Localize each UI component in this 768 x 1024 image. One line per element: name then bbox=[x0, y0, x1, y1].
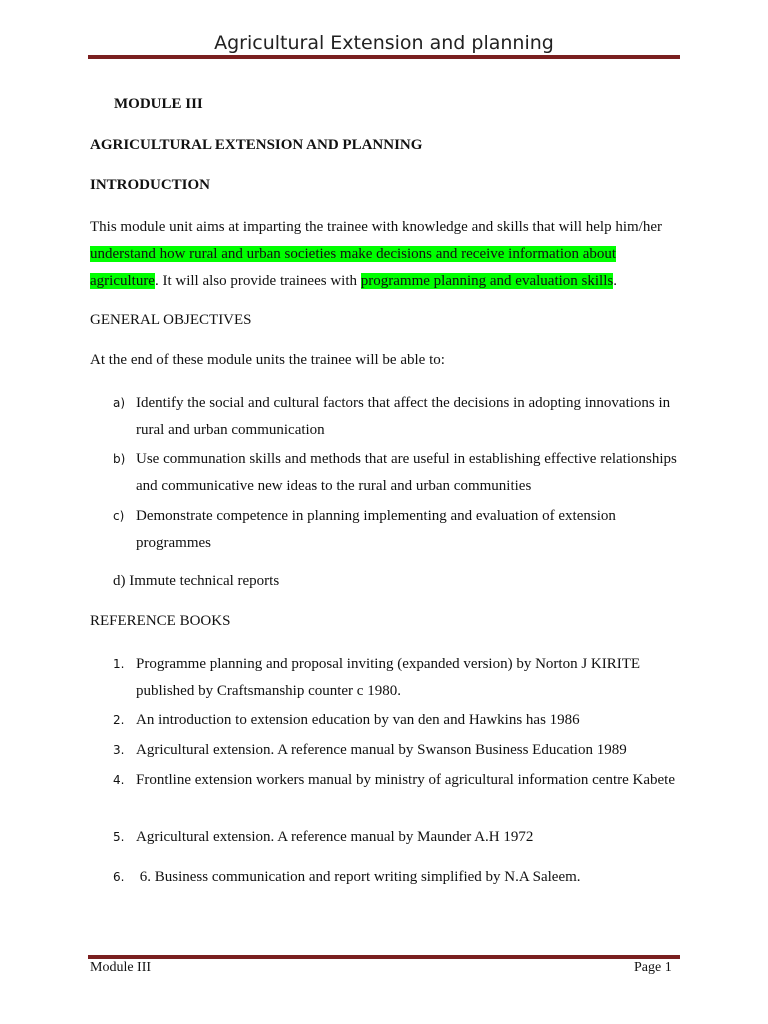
list-item bbox=[90, 707, 690, 734]
objectives-lead: At the end of these module units the trainee will be able to: bbox=[90, 352, 445, 368]
list-item-text: An introduction to extension education by van den and Hawkins has 1986 bbox=[136, 712, 580, 728]
list-marker: 4. bbox=[113, 773, 125, 787]
footer-rule bbox=[88, 955, 680, 960]
module-heading: MODULE III bbox=[114, 96, 203, 112]
intro-text-1: This module unit aims at imparting the trainee with knowledge and skills that will help him/her bbox=[90, 219, 662, 235]
list-item bbox=[90, 446, 690, 500]
page-header-title: Agricultural Extension and planning bbox=[214, 32, 554, 54]
list-item-text: Use communation skills and methods that are useful in establishing effective relationships and communicative new ideas to the rural and urban communities bbox=[136, 451, 677, 494]
list-marker: c) bbox=[113, 509, 125, 523]
list-marker: 6. bbox=[113, 870, 125, 884]
intro-text-3: . bbox=[613, 273, 617, 289]
intro-highlight-1: understand how rural and urban societies make decisions and receive information about agriculture bbox=[90, 246, 617, 289]
list-item bbox=[90, 767, 690, 794]
list-item bbox=[90, 824, 690, 851]
list-item-text: Identify the social and cultural factors that affect the decisions in adopting innovations in rural and urban communication bbox=[136, 395, 671, 438]
list-marker: 2. bbox=[113, 713, 125, 727]
footer-page-number: Page 1 bbox=[634, 960, 672, 975]
list-item-text: Agricultural extension. A reference manual by Maunder A.H 1972 bbox=[136, 829, 534, 845]
list-item bbox=[90, 864, 690, 891]
list-item bbox=[90, 390, 690, 444]
list-marker: 3. bbox=[113, 743, 125, 757]
intro-paragraph bbox=[90, 214, 680, 295]
list-item bbox=[90, 503, 690, 557]
list-item-text: Agricultural extension. A reference manual by Swanson Business Education 1989 bbox=[136, 742, 627, 758]
intro-heading: INTRODUCTION bbox=[90, 177, 211, 193]
references-heading: REFERENCE BOOKS bbox=[90, 613, 231, 629]
list-item bbox=[90, 651, 690, 705]
list-marker: 1. bbox=[113, 657, 125, 671]
list-item-text: Programme planning and proposal inviting (expanded version) by Norton J KIRITE published by Craftsmanship counter c 1980. bbox=[136, 656, 641, 699]
list-item-text: Frontline extension workers manual by ministry of agricultural information centre Kabete bbox=[136, 772, 676, 788]
list-marker: 5. bbox=[113, 830, 125, 844]
list-item-text: Demonstrate competence in planning implementing and evaluation of extension programmes bbox=[136, 508, 616, 551]
main-heading: AGRICULTURAL EXTENSION AND PLANNING bbox=[90, 137, 423, 153]
footer-module-label: Module III bbox=[90, 960, 152, 975]
list-marker: a) bbox=[113, 396, 126, 410]
list-item bbox=[90, 737, 690, 764]
header-rule bbox=[88, 54, 680, 59]
list-marker: b) bbox=[113, 452, 126, 466]
objectives-heading: GENERAL OBJECTIVES bbox=[90, 312, 252, 328]
intro-text-2: . It will also provide trainees with bbox=[154, 273, 361, 289]
list-item-text: 6. Business communication and report writing simplified by N.A Saleem. bbox=[136, 869, 581, 885]
intro-highlight-2: programme planning and evaluation skills bbox=[360, 273, 614, 289]
objective-d: d) Immute technical reports bbox=[113, 573, 280, 589]
